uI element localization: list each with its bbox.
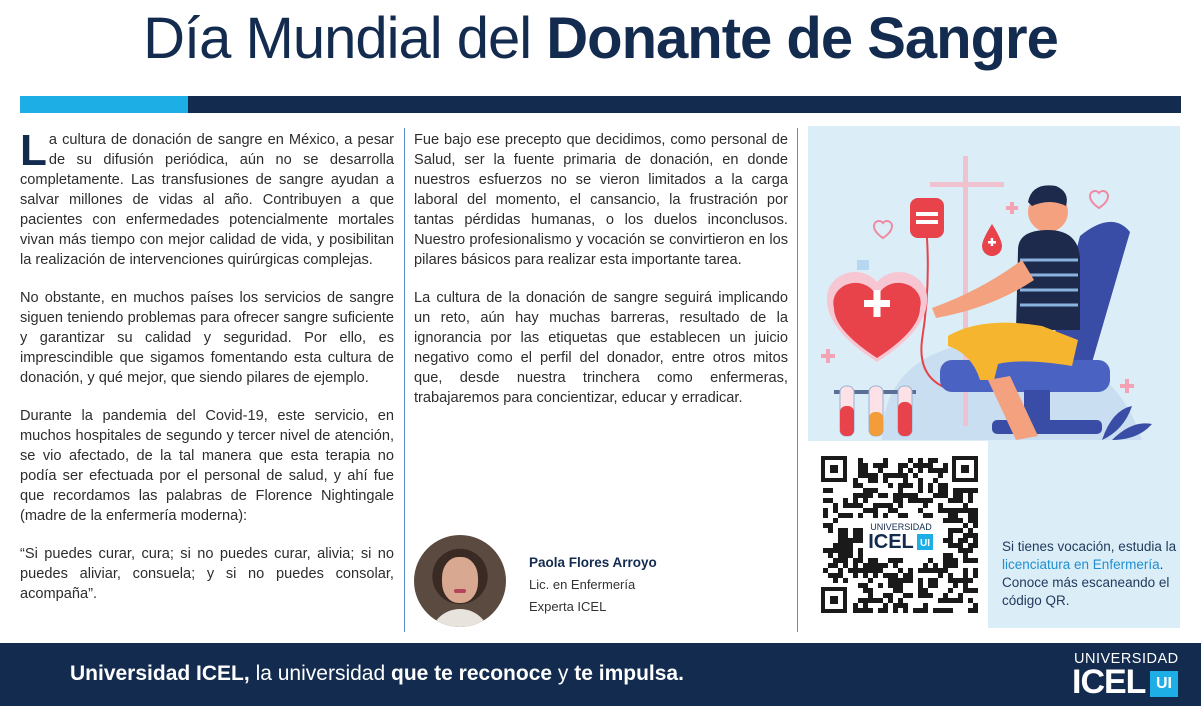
tagline-part: y [557, 662, 569, 685]
qr-caption-a: Si tienes vocación, estudia la [1002, 539, 1177, 554]
paragraph-text: a cultura de donación de sangre en México, a pesar de su difusión periódica, aún no se desarrolla completamente. Las transfusiones de sangre ayudan a salvar millones de vidas al año. Contribuyen a que pacientes con enfermedades potencialmente mortales vivan más tiempo con mejor calidad de vida, y posibilitan la realización de intervenciones quirúrgicas complejas. [20, 132, 394, 268]
paragraph: Durante la pandemia del Covid-19, este servicio, en muchos hospitales de segundo y tercer nivel de atención, se vio afectado, de la tal manera que esta terapia no podía ser efectuada por el personal de salud, y ahí fue que recordamos las palabras de Florence Nightingale (madre de la enfermería moderna): [20, 408, 394, 524]
tagline-part: que te reconoce [391, 662, 553, 685]
qr-caption-b: . Conoce más escaneando el código QR. [1002, 557, 1170, 608]
program-link[interactable]: licenciatura en Enfermería [1002, 557, 1160, 572]
footer-logo-badge: UI [1150, 671, 1178, 697]
author-degree: Lic. en Enfermería [529, 577, 636, 592]
paragraph: La cultura de la donación de sangre seguirá implicando un reto, aún hay muchas barreras, resultado de la ignorancia por las etiquetas que establecen un juicio negativo como el perfil del donador, entre otros mitos que, desde nuestra trinchera como enfermeras, trabajaremos para concientizar, educar y erradicar. [414, 290, 788, 406]
drop-cap: L [20, 126, 47, 175]
header-rule-accent [20, 96, 188, 113]
blood-bag-icon [910, 198, 944, 238]
qr-code[interactable] [821, 456, 978, 613]
qr-logo-top: UNIVERSIDAD [870, 522, 932, 532]
test-tubes-icon [834, 386, 916, 436]
page-title [0, 0, 1201, 84]
title-bold: Donante de Sangre [546, 6, 1058, 71]
paragraph [20, 126, 394, 270]
heart-outline-icon [1090, 191, 1108, 208]
quote-paragraph: “Si puedes curar, cura; si no puedes curar, alivia; si no puedes aliviar, consuela; y si no puedes consolar, acompaña”. [20, 546, 394, 602]
qr-logo-badge: UI [920, 538, 930, 549]
footer-logo [1072, 651, 1182, 699]
column-divider [404, 128, 405, 632]
title-light: Día Mundial del [143, 6, 532, 71]
author-name: Paola Flores Arroyo [529, 555, 657, 570]
article-column-1 [20, 126, 394, 622]
footer-logo-main: ICEL [1072, 663, 1146, 701]
author-photo [414, 535, 506, 627]
tagline-part: la universidad [255, 662, 386, 685]
footer-logo-top: UNIVERSIDAD [1074, 651, 1179, 667]
tagline-part: te impulsa. [574, 662, 684, 685]
article-column-2 [414, 130, 788, 426]
tagline-brand: Universidad ICEL, [70, 662, 250, 685]
paragraph: No obstante, en muchos países los servicios de sangre siguen teniendo problemas para ofrecer sangre suficiente y garantizar su calidad y seguridad. Por ello, es imprescindible que sigamos fomentando esta cultura de donación, y qué mejor, que siendo pilares de ejemplo. [20, 290, 394, 386]
author-role: Experta ICEL [529, 599, 607, 614]
header-rule-navy [188, 96, 1181, 113]
footer-tagline [70, 660, 684, 688]
blood-donation-illustration [812, 140, 1178, 440]
author-block [529, 552, 657, 618]
column-divider [797, 128, 798, 632]
qr-logo-main: ICEL [868, 531, 914, 553]
heart-outline-icon [874, 221, 892, 238]
qr-caption [1002, 538, 1178, 610]
paragraph: Fue bajo ese precepto que decidimos, como personal de Salud, ser la fuente primaria de donación, en donde nuestros esfuerzos no se vieron limitados a la carga laboral del momento, el cansancio, la frustración por tantas pérdidas humanas, o los duelos inconclusos. Nuestro profesionalismo y vocación se convirtieron en los pilares básicos para realizar esta importante tarea. [414, 132, 788, 268]
